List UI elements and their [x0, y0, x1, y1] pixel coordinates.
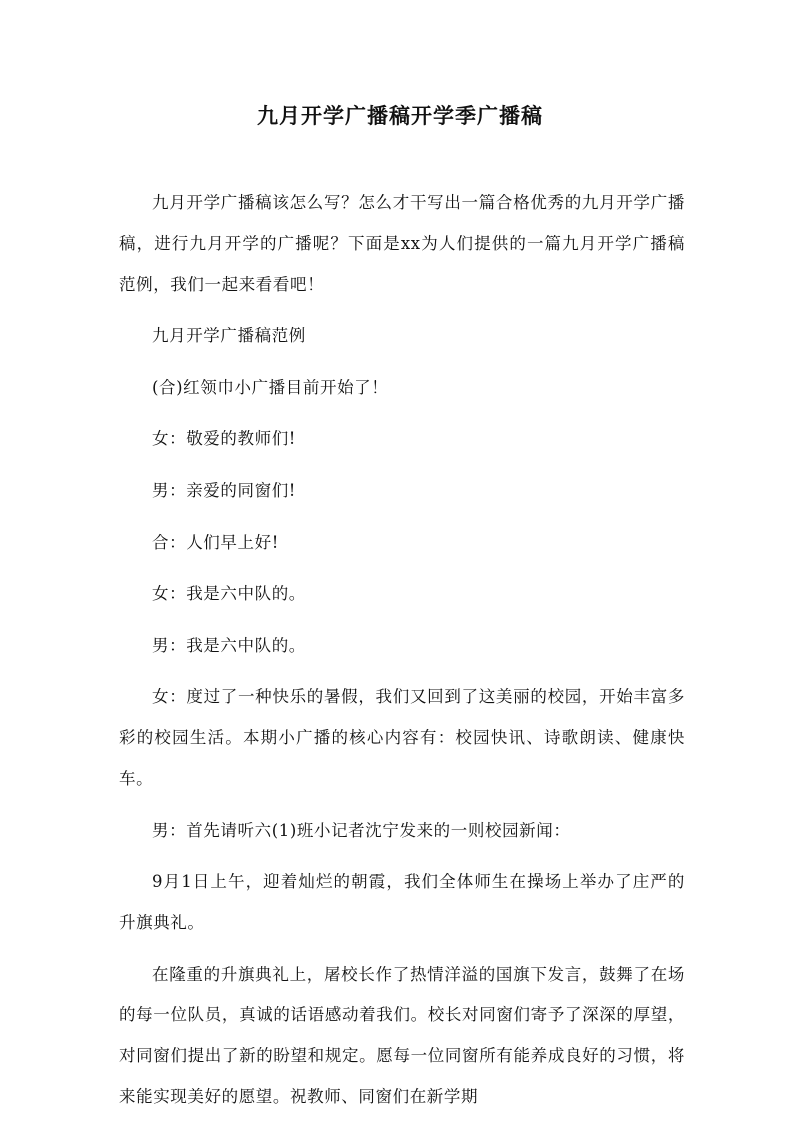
document-body [119, 183, 685, 1129]
paragraph-intro: 九月开学广播稿该怎么写？怎么才干写出一篇合格优秀的九月开学广播稿，进行九月开学的广播呢？下面是xx为人们提供的一篇九月开学广播稿范例，我们一起来看看吧！ [119, 193, 685, 294]
paragraph-program-overview: 女：度过了一种快乐的暑假，我们又回到了这美丽的校园，开始丰富多彩的校园生活。本期小广播的核心内容有：校园快讯、诗歌朗读、健康快车。 [119, 687, 685, 788]
paragraph-example-heading: 九月开学广播稿范例 [152, 326, 306, 346]
paragraph-female-intro: 女：我是六中队的。 [152, 584, 306, 604]
paragraph-opening: (合)红领巾小广播目前开始了！ [152, 377, 389, 397]
paragraph-male-intro: 男：我是六中队的。 [152, 635, 306, 655]
paragraph-male-greeting: 男：亲爱的同窗们! [152, 480, 297, 500]
paragraph-joint-greeting: 合：人们早上好! [152, 532, 279, 552]
paragraph-news-body: 9月1日上午，迎着灿烂的朝霞，我们全体师生在操场上举办了庄严的升旗典礼。 [119, 872, 685, 932]
document-title: 九月开学广播稿开学季广播稿 [257, 103, 543, 128]
paragraph-news-lead: 男：首先请听六(1)班小记者沈宁发来的一则校园新闻： [152, 820, 571, 840]
paragraph-principal-speech: 在隆重的升旗典礼上，屠校长作了热情洋溢的国旗下发言，鼓舞了在场的每一位队员，真诚的话语感动着我们。校长对同窗们寄予了深深的厚望，对同窗们提出了新的盼望和规定。愿每一位同窗所有能养成良好的习惯，将来能实现美好的愿望。祝教师、同窗们在新学期 [119, 964, 685, 1106]
paragraph-female-greeting: 女：敬爱的教师们! [152, 429, 297, 449]
